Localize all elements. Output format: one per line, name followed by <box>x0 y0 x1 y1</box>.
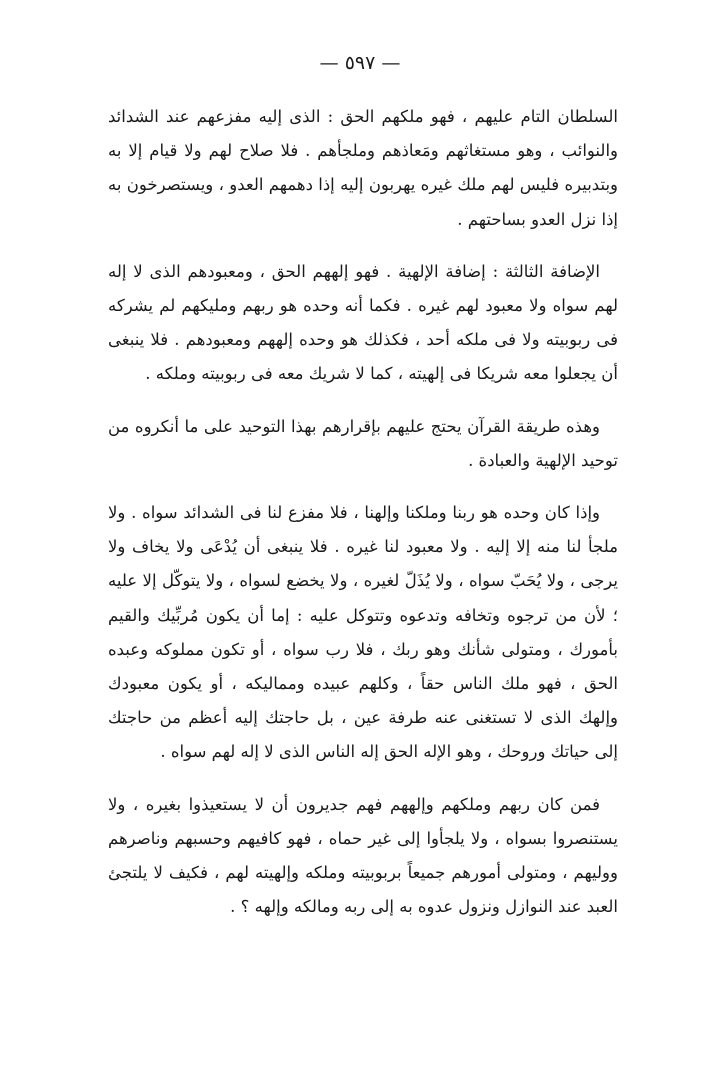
paragraph-4: وإذا كان وحده هو ربنا وملكنا وإلهنا ، فلا مفزع لنا فى الشدائد سواه . ولا ملجأ لنا منه إلا إليه . ولا معبود لنا غيره . فلا ينبغى أن يُدْعَى ولا يخاف ولا يرجى ، ولا يُحَبّ سواه ، ولا يُذَلّ لغيره ، ولا يخضع لسواه ، ولا يتوكّل إلا عليه ؛ لأن من ترجوه وتخافه وتدعوه وتتوكل عليه : إما أن يكون مُربِّيك والقيم بأمورك ، ومتولى شأنك وهو ربك ، فلا رب سواه ، أو تكون مملوكه وعبده الحق ، فهو ملك الناس حقاً ، وكلهم عبيده ومماليكه ، أو يكون معبودك وإلهك الذى لا تستغنى عنه طرفة عين ، بل حاجتك إليه أعظم من حاجتك إلى حياتك وروحك ، وهو الإله الحق إله الناس الذى لا إله لهم سواه . <box>108 503 618 762</box>
body-text <box>108 100 618 924</box>
paragraph-5: فمن كان ربهم وملكهم وإلههم فهم جديرون أن لا يستعيذوا بغيره ، ولا يستنصروا بسواه ، ولا يلجأوا إلى غير حماه ، فهو كافيهم وحسبهم وناصرهم ووليهم ، ومتولى أمورهم جميعاً بربوبيته وملكه وإلهيته لهم ، فكيف لا يلتجئ العبد عند النوازل ونزول عدوه به إلى ربه ومالكه وإلهه ؟ . <box>108 794 618 917</box>
paragraph-3: وهذه طريقة القرآن يحتج عليهم بإقرارهم بهذا التوحيد على ما أنكروه من توحيد الإلهية والعبادة . <box>108 416 618 470</box>
paragraph-2: الإضافة الثالثة : إضافة الإلهية . فهو إلههم الحق ، ومعبودهم الذى لا إله لهم سواه ولا معبود لهم غيره . فكما أنه وحده هو ربهم ومليكهم لم يشركه فى ربوبيته ولا فى ملكه أحد ، فكذلك هو وحده إلههم ومعبودهم . فلا ينبغى أن يجعلوا معه شريكا فى إلهيته ، كما لا شريك معه فى ربوبيته وملكه . <box>108 261 618 384</box>
page-number: — ٥٩٧ — <box>319 52 401 74</box>
paragraph-1: السلطان التام عليهم ، فهو ملكهم الحق : الذى إليه مفزعهم عند الشدائد والنوائب ، وهو مستغاثهم ومَعاذهم وملجأهم . فلا صلاح لهم ولا قيام إلا به وبتدبيره فليس لهم ملك غيره يهربون إليه إذا دهمهم العدو ، ويستصرخون به إذا نزل العدو بساحتهم . <box>108 107 618 229</box>
